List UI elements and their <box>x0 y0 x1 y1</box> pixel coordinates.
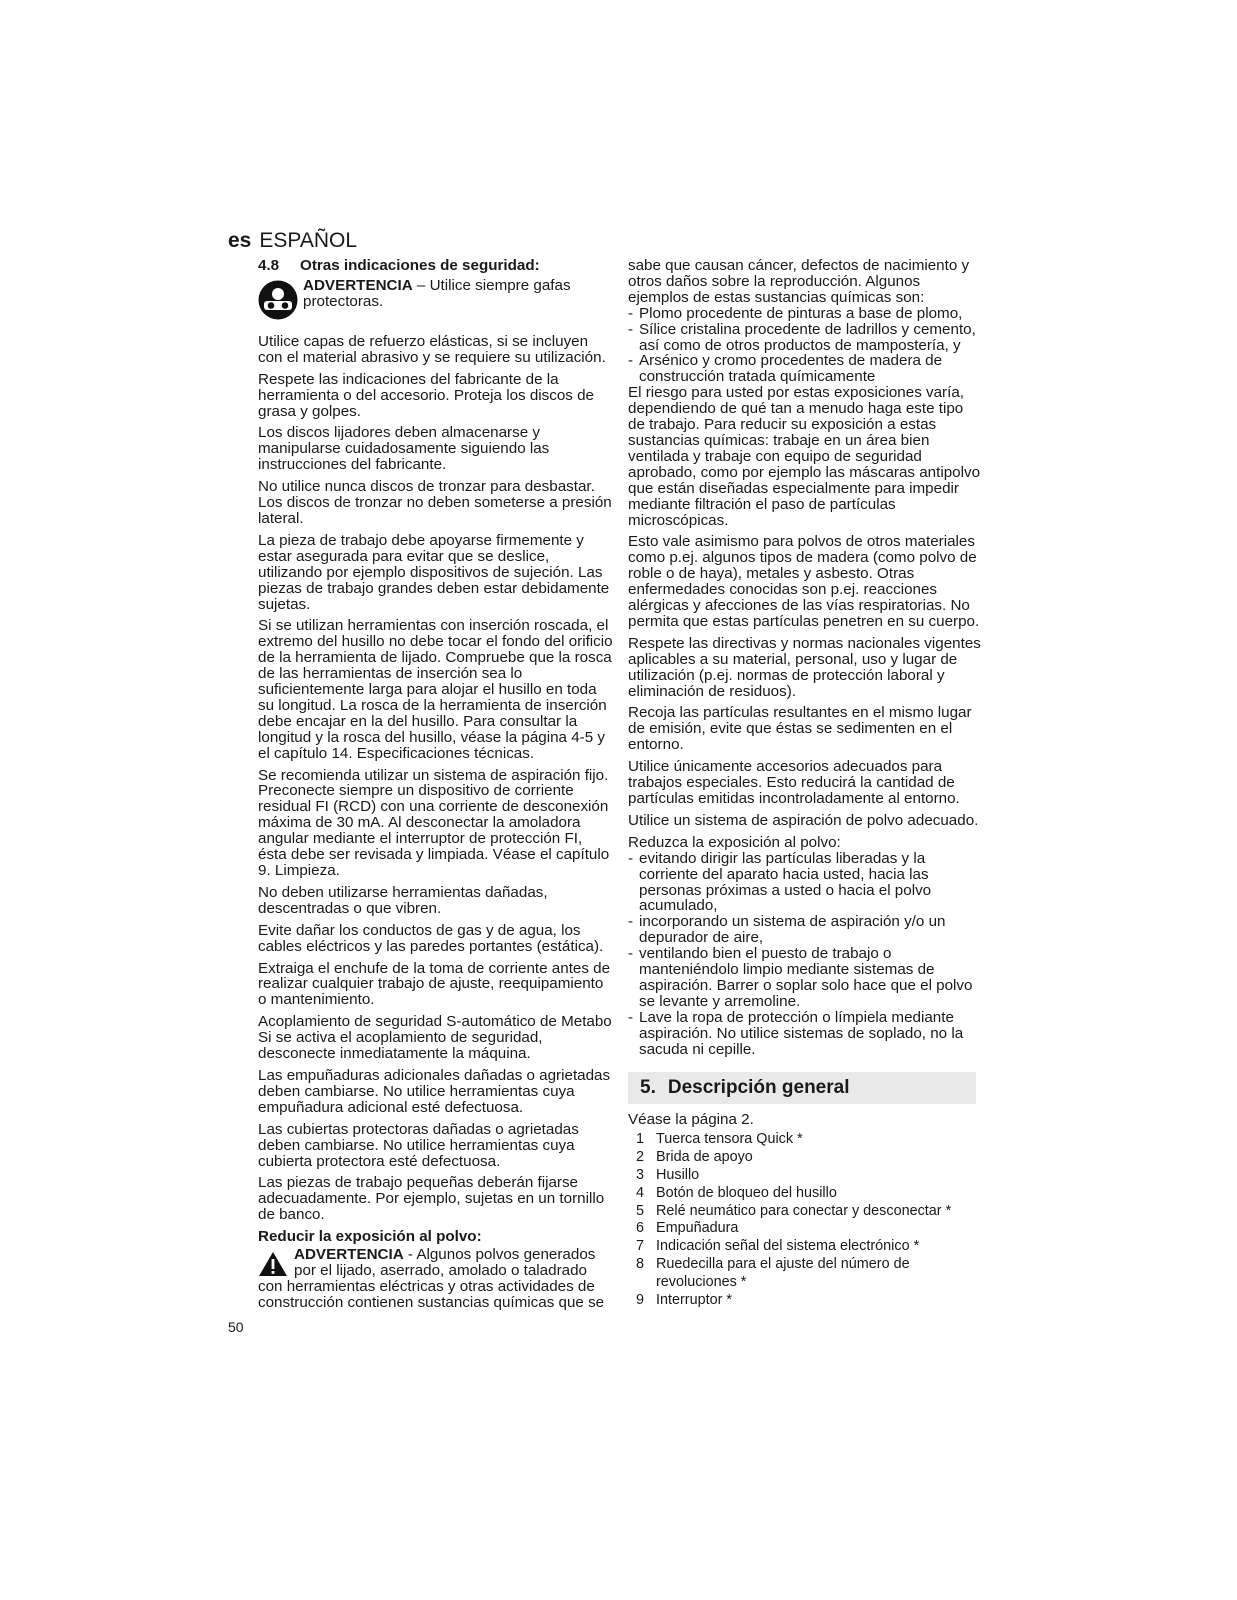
parts-list <box>628 1131 984 1309</box>
list-item: - Sílice cristalina procedente de ladrillos y cemento, así como de otros productos de mampostería, y <box>628 322 984 354</box>
see-page-note: Véase la página 2. <box>628 1110 754 1128</box>
left-column <box>258 258 614 1311</box>
reduce-exposure-list <box>628 851 984 1058</box>
section-number: 5. <box>640 1076 656 1098</box>
paragraph: Esto vale asimismo para polvos de otros materiales como p.ej. algunos tipos de madera (como polvo de roble o de haya), metales y asbesto. Otras enfermedades conocidas son p.ej. reacciones alérgicas y afecciones de las vías respiratorias. No permita que estas partículas penetren en su cuerpo. <box>628 533 980 630</box>
dust-warning <box>258 1247 614 1311</box>
paragraph: Reduzca la exposición al polvo: <box>628 833 841 851</box>
section-4-8-heading <box>258 258 614 274</box>
list-item: - Plomo procedente de pinturas a base de plomo, <box>628 306 984 322</box>
paragraph: Se recomienda utilizar un sistema de aspiración fijo. Preconecte siempre un dispositivo de corriente residual FI (RCD) con una corriente de desconexión máxima de 30 mA. Al desconectar la amoladora angular mediante el interruptor de protección FI, ésta debe ser revisada y limpiada. Véase el capítulo 9. Limpieza. <box>258 766 610 879</box>
warning-text: - Algunos polvos generados por el lijado, aserrado, amolado o taladrado con herramientas eléctricas y otras actividades de construcción contienen sustancias químicas que se <box>258 1246 605 1311</box>
list-item: 3 Husillo <box>636 1167 700 1183</box>
dust-exposure-heading: Reducir la exposición al polvo: <box>258 1228 482 1246</box>
paragraph: Si se utilizan herramientas con inserción roscada, el extremo del husillo no debe tocar el fondo del orificio de la herramienta de lijado. Compruebe que la rosca de las herramientas de inserción sea lo suficientemente larga para alojar el husillo en toda su longitud. La rosca de la herramienta de inserción debe encajar en la del husillo. Para consultar la longitud y la rosca del husillo, véase la página 4-5 y el capítulo 14. Especificaciones técnicas. <box>258 617 613 762</box>
paragraph: Extraiga el enchufe de la toma de corriente antes de realizar cualquier trabajo de ajuste, reequipamiento o mantenimiento. <box>258 959 611 1009</box>
warning-label: ADVERTENCIA <box>294 1246 404 1264</box>
paragraph: No utilice nunca discos de tronzar para desbastar. Los discos de tronzar no deben someterse a presión lateral. <box>258 478 612 527</box>
list-item: - ventilando bien el puesto de trabajo o manteniéndolo limpio mediante sistemas de aspiración. Barrer o soplar solo hace que el polvo se levante y arremoline. <box>628 946 984 1010</box>
list-item: 9 Interruptor * <box>636 1291 732 1308</box>
section-title: Otras indicaciones de seguridad: <box>300 257 540 274</box>
section-title: Descripción general <box>667 1076 850 1098</box>
list-item: 1 Tuerca tensora Quick * <box>636 1131 803 1148</box>
list-item: 7 Indicación señal del sistema electrónico * <box>636 1238 920 1255</box>
paragraph: Recoja las partículas resultantes en el mismo lugar de emisión, evite que éstas se sedimenten en el entorno. <box>628 704 972 754</box>
goggles-warning <box>258 278 614 326</box>
paragraph: No deben utilizarse herramientas dañadas, descentradas o que vibren. <box>258 883 548 917</box>
paragraph: Evite dañar los conductos de gas y de agua, los cables eléctricos y las paredes portantes (estática). <box>258 921 604 955</box>
paragraph: Utilice un sistema de aspiración de polvo adecuado. <box>628 811 979 829</box>
paragraph: Utilice únicamente accesorios adecuados para trabajos especiales. Esto reducirá la cantidad de partículas emitidas incontroladamente al entorno. <box>628 758 960 807</box>
safety-goggles-icon <box>258 280 298 320</box>
paragraph: La pieza de trabajo debe apoyarse firmemente y estar asegurada para evitar que se deslice, utilizando por ejemplo dispositivos de sujeción. Las piezas de trabajo grandes deben estar debidamente sujetas. <box>258 531 610 613</box>
list-item: - evitando dirigir las partículas liberadas y la corriente del aparato hacia usted, hacia las personas próximas a usted o hacia el polvo acumulado, <box>628 851 984 915</box>
chemicals-list <box>628 306 984 386</box>
list-item: - incorporando un sistema de aspiración y/o un depurador de aire, <box>628 914 984 946</box>
paragraph: Respete las indicaciones del fabricante de la herramienta o del accesorio. Proteja los discos de grasa y golpes. <box>258 370 594 420</box>
paragraph: Acoplamiento de seguridad S-automático de Metabo Si se activa el acoplamiento de seguridad, desconecte inmediatamente la máquina. <box>258 1013 612 1063</box>
list-item: 8 Ruedecilla para el ajuste del número de revoluciones * <box>636 1255 910 1290</box>
paragraph: sabe que causan cáncer, defectos de nacimiento y otros daños sobre la reproducción. Algunos ejemplos de estas sustancias químicas son: <box>628 257 970 306</box>
paragraph: Las cubiertas protectoras dañadas o agrietadas deben cambiarse. No utilice herramientas cuya cubierta protectora esté defectuosa. <box>258 1120 579 1170</box>
list-item: - Lave la ropa de protección o límpiela mediante aspiración. No utilice sistemas de soplado, no la sacuda ni cepille. <box>628 1010 984 1058</box>
warning-text: – Utilice siempre gafas protectoras. <box>303 276 571 310</box>
list-item: 2 Brida de apoyo <box>636 1149 753 1166</box>
right-column <box>628 258 984 1309</box>
list-item: 5 Relé neumático para conectar y desconectar * <box>636 1202 952 1219</box>
language-code: es <box>228 229 252 252</box>
warning-label: ADVERTENCIA <box>303 276 413 294</box>
warning-triangle-icon <box>258 1251 288 1277</box>
paragraph: Las empuñaduras adicionales dañadas o agrietadas deben cambiarse. No utilice herramientas cuya empuñadura adicional esté defectuosa. <box>258 1066 611 1116</box>
list-item: - Arsénico y cromo procedentes de madera de construcción tratada químicamente <box>628 353 984 385</box>
list-item: 6 Empuñadura <box>636 1220 739 1237</box>
section-number: 4.8 <box>258 257 280 274</box>
page-header <box>228 229 357 253</box>
list-item: 4 Botón de bloqueo del husillo <box>636 1184 837 1201</box>
paragraph: Utilice capas de refuerzo elásticas, si se incluyen con el material abrasivo y se requiere su utilización. <box>258 332 606 366</box>
paragraph: Respete las directivas y normas nacionales vigentes aplicables a su material, personal, uso y lugar de utilización (p.ej. normas de protección laboral y eliminación de residuos). <box>628 634 981 700</box>
section-5-heading <box>628 1072 976 1104</box>
paragraph: El riesgo para usted por estas exposiciones varía, dependiendo de qué tan a menudo haga este tipo de trabajo. Para reducir su exposición a estas sustancias químicas: trabaje en un área bien ventilada y trabaje con equipo de seguridad aprobado, como por ejemplo las máscaras antipolvo que están diseñadas especialmente para impedir mediante filtración el paso de partículas microscópicas. <box>628 384 981 529</box>
page-number: 50 <box>228 1319 244 1335</box>
language-name: ESPAÑOL <box>259 229 358 252</box>
paragraph: Los discos lijadores deben almacenarse y manipularse cuidadosamente siguiendo las instrucciones del fabricante. <box>258 424 550 474</box>
paragraph: Las piezas de trabajo pequeñas deberán fijarse adecuadamente. Por ejemplo, sujetas en un tornillo de banco. <box>258 1174 605 1224</box>
